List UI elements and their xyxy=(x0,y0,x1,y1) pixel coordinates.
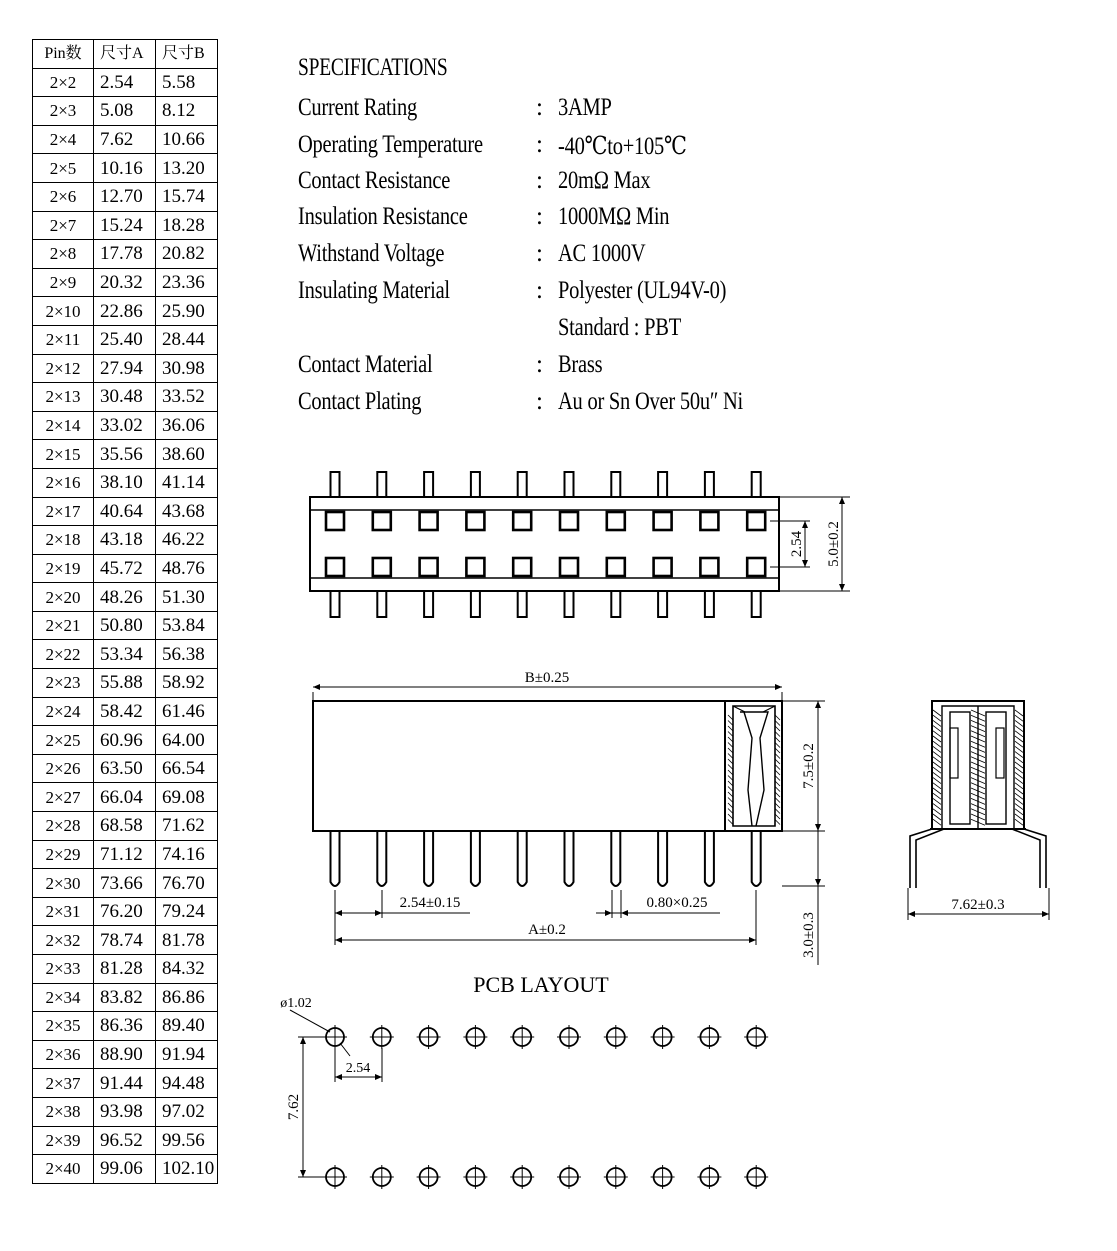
hatch-line xyxy=(1015,762,1023,768)
side-view-pin xyxy=(611,831,620,886)
side-view-contact-spring xyxy=(740,712,768,826)
hatch-line xyxy=(933,741,941,747)
end-view xyxy=(908,701,1049,920)
dim-pitch-label: 2.54 xyxy=(789,530,805,558)
dim-b-cell: 28.44 xyxy=(156,325,218,354)
contact-cavity xyxy=(420,512,438,530)
contact-cavity xyxy=(513,512,531,530)
pin-count-cell: 2×25 xyxy=(33,726,94,755)
dim-b-cell: 74.16 xyxy=(156,840,218,869)
hatch-line xyxy=(1015,798,1023,804)
dim-b-cell: 69.08 xyxy=(156,783,218,812)
dim-a-cell: 83.82 xyxy=(94,983,156,1012)
contact-cavity xyxy=(560,512,578,530)
pin-count-cell: 2×33 xyxy=(33,955,94,984)
top-view-pin-tail xyxy=(611,472,620,497)
top-view-pin-tail xyxy=(705,472,714,497)
dim-pitch-label: 2.54±0.15 xyxy=(399,895,461,911)
spec-value: 1000MΩ Min xyxy=(558,203,670,230)
hatch-line xyxy=(1015,788,1023,794)
dim-a-cell: 81.28 xyxy=(94,955,156,984)
dimension-arrow xyxy=(375,910,382,916)
hatch-line xyxy=(1015,793,1023,799)
dim-a-cell: 63.50 xyxy=(94,754,156,783)
dim-a-cell: 60.96 xyxy=(94,726,156,755)
top-view-pin-tail xyxy=(658,472,667,497)
dim-a-cell: 33.02 xyxy=(94,411,156,440)
end-view-spring xyxy=(950,728,958,778)
hatch-line xyxy=(933,731,941,737)
spec-value: -40℃to+105℃ xyxy=(558,133,687,160)
dim-a-cell: 73.66 xyxy=(94,869,156,898)
dim-a-cell: 27.94 xyxy=(94,354,156,383)
contact-cavity xyxy=(326,512,344,530)
hatch-line xyxy=(1015,741,1023,747)
dim-a-cell: 76.20 xyxy=(94,897,156,926)
hatch-line xyxy=(1015,715,1023,721)
contact-cavity xyxy=(466,558,484,576)
top-view-pin-tail xyxy=(518,472,527,497)
dimension-arrow xyxy=(313,684,320,690)
top-view-pin-tail xyxy=(424,472,433,497)
side-view-cutaway xyxy=(733,706,775,826)
dim-a-cell: 5.08 xyxy=(94,97,156,126)
dim-b-cell: 61.46 xyxy=(156,697,218,726)
pin-count-cell: 2×5 xyxy=(33,154,94,183)
dim-b-cell: 64.00 xyxy=(156,726,218,755)
contact-cavity xyxy=(700,558,718,576)
top-view-pin-tail xyxy=(565,472,574,497)
hatch-line xyxy=(1015,767,1023,773)
dim-b-cell: 36.06 xyxy=(156,411,218,440)
pin-count-cell: 2×3 xyxy=(33,97,94,126)
top-view-pin-tail xyxy=(658,591,667,617)
side-view-pin xyxy=(658,831,667,886)
pin-count-cell: 2×22 xyxy=(33,640,94,669)
pin-count-cell: 2×31 xyxy=(33,897,94,926)
dim-b-cell: 10.66 xyxy=(156,125,218,154)
dim-a-cell: 55.88 xyxy=(94,669,156,698)
spec-colon: : xyxy=(536,94,543,121)
dim-b-cell: 18.28 xyxy=(156,211,218,240)
dim-a-cell: 38.10 xyxy=(94,468,156,497)
side-view-housing xyxy=(313,701,782,831)
dimension-arrow xyxy=(815,701,821,708)
hatch-line xyxy=(933,788,941,794)
dimension-arrow xyxy=(621,910,628,916)
dim-b-cell: 91.94 xyxy=(156,1040,218,1069)
hatch-line xyxy=(1015,757,1023,763)
dim-a-cell: 58.42 xyxy=(94,697,156,726)
pin-count-cell: 2×34 xyxy=(33,983,94,1012)
dim-b-cell: 38.60 xyxy=(156,440,218,469)
pin-count-cell: 2×40 xyxy=(33,1155,94,1184)
side-view-pin xyxy=(424,831,433,886)
dimension-arrow xyxy=(300,1037,306,1044)
pin-count-cell: 2×35 xyxy=(33,1012,94,1041)
side-view-pin xyxy=(331,831,340,886)
pin-count-cell: 2×30 xyxy=(33,869,94,898)
dim-a-cell: 10.16 xyxy=(94,154,156,183)
contact-cavity xyxy=(513,558,531,576)
contact-cavity xyxy=(560,558,578,576)
hatch-line xyxy=(1015,804,1023,810)
dim-b-cell: 23.36 xyxy=(156,268,218,297)
side-view-pin xyxy=(565,831,574,886)
dim-a-cell: 96.52 xyxy=(94,1126,156,1155)
dim-b-cell: 30.98 xyxy=(156,354,218,383)
pin-count-cell: 2×10 xyxy=(33,297,94,326)
header-pin-count: Pin数 xyxy=(33,40,94,69)
dim-b-cell: 102.10 xyxy=(156,1155,218,1184)
pin-count-cell: 2×23 xyxy=(33,669,94,698)
hatch-line xyxy=(933,819,941,825)
dimension-arrow xyxy=(802,560,808,567)
end-view-contact xyxy=(950,712,970,824)
contact-cavity xyxy=(747,512,765,530)
pin-count-cell: 2×8 xyxy=(33,240,94,269)
pin-count-cell: 2×12 xyxy=(33,354,94,383)
spec-label: Contact Material xyxy=(298,351,433,378)
end-view-pin-left xyxy=(910,829,944,888)
dimension-arrow xyxy=(815,824,821,831)
dim-a-cell: 17.78 xyxy=(94,240,156,269)
contact-cavity xyxy=(607,558,625,576)
top-view-pin-tail xyxy=(377,591,386,617)
dim-hole-label: ø1.02 xyxy=(280,996,312,1011)
top-view-pin-tail xyxy=(705,591,714,617)
dim-b-cell: 46.22 xyxy=(156,526,218,555)
pin-count-cell: 2×28 xyxy=(33,812,94,841)
dim-b-cell: 66.54 xyxy=(156,754,218,783)
contact-cavity xyxy=(373,512,391,530)
spec-label: Contact Resistance xyxy=(298,167,451,194)
spec-colon: : xyxy=(536,277,543,304)
hatch-line xyxy=(1015,814,1023,820)
dim-a-cell: 45.72 xyxy=(94,554,156,583)
top-view-pin-tail xyxy=(752,591,761,617)
dim-b-cell: 89.40 xyxy=(156,1012,218,1041)
dim-b-cell: 41.14 xyxy=(156,468,218,497)
hatch-line xyxy=(1015,726,1023,732)
spec-value: Polyester (UL94V-0) xyxy=(558,277,727,304)
hatch-line xyxy=(933,778,941,784)
pin-count-cell: 2×21 xyxy=(33,611,94,640)
pin-count-cell: 2×13 xyxy=(33,383,94,412)
side-view-pin xyxy=(518,831,527,886)
spec-label: Insulating Material xyxy=(298,277,450,304)
hatch-line xyxy=(1015,772,1023,778)
pin-count-cell: 2×19 xyxy=(33,554,94,583)
hatch-line xyxy=(1015,746,1023,752)
dim-b-cell: 79.24 xyxy=(156,897,218,926)
hatch-line xyxy=(1015,778,1023,784)
pin-count-cell: 2×9 xyxy=(33,268,94,297)
pin-count-cell: 2×24 xyxy=(33,697,94,726)
dim-b-cell: 94.48 xyxy=(156,1069,218,1098)
leader-line xyxy=(290,1010,330,1032)
pin-count-cell: 2×18 xyxy=(33,526,94,555)
spec-label: Contact Plating xyxy=(298,388,422,415)
hatch-line xyxy=(933,720,941,726)
dim-a-cell: 93.98 xyxy=(94,1097,156,1126)
dim-tail-label: 3.0±0.3 xyxy=(801,912,817,958)
dimension-arrow xyxy=(335,937,342,943)
contact-cavity xyxy=(747,558,765,576)
hatch-line xyxy=(933,757,941,763)
hatch-line xyxy=(933,814,941,820)
header-dim-a: 尺寸A xyxy=(94,40,156,69)
dim-height-label: 7.5±0.2 xyxy=(801,743,817,789)
dim-width-label: 7.62±0.3 xyxy=(951,897,1005,913)
dim-b-cell: 20.82 xyxy=(156,240,218,269)
pin-count-cell: 2×26 xyxy=(33,754,94,783)
dim-b-cell: 71.62 xyxy=(156,812,218,841)
top-view-pin-tail xyxy=(471,472,480,497)
dimension-arrow xyxy=(839,497,845,504)
side-view-pin xyxy=(471,831,480,886)
dim-b-cell: 25.90 xyxy=(156,297,218,326)
spec-value: Brass xyxy=(558,351,603,378)
hatch-line xyxy=(1015,783,1023,789)
dim-a-cell: 12.70 xyxy=(94,182,156,211)
pcb-layout-title: PCB LAYOUT xyxy=(473,972,609,997)
dim-a-cell: 35.56 xyxy=(94,440,156,469)
hatch-line xyxy=(933,783,941,789)
spec-value: 3AMP xyxy=(558,94,612,121)
top-view-pin-tail xyxy=(752,472,761,497)
spec-label: Insulation Resistance xyxy=(298,203,468,230)
dim-b-cell: 97.02 xyxy=(156,1097,218,1126)
contact-cavity xyxy=(373,558,391,576)
top-view-pin-tail xyxy=(331,472,340,497)
top-view-pin-tail xyxy=(377,472,386,497)
dim-row-label: 7.62 xyxy=(286,1093,302,1121)
dimension-arrow xyxy=(1042,911,1049,917)
dimension-arrow xyxy=(605,910,612,916)
dimension-arrow xyxy=(749,937,756,943)
top-view-pin-tail xyxy=(471,591,480,617)
hatch-line xyxy=(933,762,941,768)
hatch-line xyxy=(933,715,941,721)
top-view xyxy=(310,472,850,617)
dim-a-cell: 50.80 xyxy=(94,611,156,640)
dim-b-cell: 33.52 xyxy=(156,383,218,412)
side-view-pin xyxy=(377,831,386,886)
dim-b-cell: 58.92 xyxy=(156,669,218,698)
contact-cavity xyxy=(420,558,438,576)
spec-colon: : xyxy=(536,388,543,415)
top-view-pin-tail xyxy=(424,591,433,617)
pin-count-cell: 2×7 xyxy=(33,211,94,240)
dim-b-cell: 13.20 xyxy=(156,154,218,183)
dim-height-label: 5.0±0.2 xyxy=(826,521,842,567)
contact-cavity xyxy=(326,558,344,576)
dim-b-cell: 84.32 xyxy=(156,955,218,984)
hatch-line xyxy=(1015,710,1023,716)
spec-colon: : xyxy=(536,167,543,194)
spec-colon: : xyxy=(536,203,543,230)
end-view-spring xyxy=(996,728,1004,778)
pin-count-cell: 2×32 xyxy=(33,926,94,955)
dim-b-cell: 51.30 xyxy=(156,583,218,612)
hatch-line xyxy=(933,767,941,773)
pin-count-cell: 2×39 xyxy=(33,1126,94,1155)
dim-b-cell: 5.58 xyxy=(156,68,218,97)
dim-a-cell: 86.36 xyxy=(94,1012,156,1041)
dim-a-cell: 91.44 xyxy=(94,1069,156,1098)
dimension-arrow xyxy=(839,584,845,591)
contact-cavity xyxy=(700,512,718,530)
dim-a-cell: 25.40 xyxy=(94,325,156,354)
dim-b-label: B±0.25 xyxy=(524,670,570,686)
dimension-arrow xyxy=(815,879,821,886)
dim-a-cell: 71.12 xyxy=(94,840,156,869)
dimension-arrow xyxy=(335,910,342,916)
side-view-pin xyxy=(752,831,761,886)
hatch-line xyxy=(1015,809,1023,815)
pin-count-cell: 2×6 xyxy=(33,182,94,211)
spec-value-secondary: Standard : PBT xyxy=(558,314,681,341)
spec-label: Withstand Voltage xyxy=(298,240,445,267)
hatch-line xyxy=(933,752,941,758)
dim-a-cell: 20.32 xyxy=(94,268,156,297)
pin-count-cell: 2×38 xyxy=(33,1097,94,1126)
dim-b-cell: 53.84 xyxy=(156,611,218,640)
pin-count-cell: 2×36 xyxy=(33,1040,94,1069)
top-view-pin-tail xyxy=(518,591,527,617)
dim-a-cell: 7.62 xyxy=(94,125,156,154)
hatch-line xyxy=(933,710,941,716)
pin-count-cell: 2×16 xyxy=(33,468,94,497)
contact-cavity xyxy=(607,512,625,530)
dim-b-cell: 99.56 xyxy=(156,1126,218,1155)
top-view-pin-tail xyxy=(611,591,620,617)
dim-b-cell: 48.76 xyxy=(156,554,218,583)
leader-line xyxy=(340,1043,350,1056)
pin-count-cell: 2×27 xyxy=(33,783,94,812)
pin-count-cell: 2×37 xyxy=(33,1069,94,1098)
side-view-contact-lead xyxy=(733,706,775,712)
dim-a-cell: 68.58 xyxy=(94,812,156,841)
hatch-line xyxy=(1015,720,1023,726)
dimension-arrow xyxy=(300,1170,306,1177)
hatch-line xyxy=(933,736,941,742)
contact-cavity xyxy=(654,558,672,576)
dimension-arrow xyxy=(335,1074,342,1080)
hatch-line xyxy=(1015,736,1023,742)
dim-b-cell: 81.78 xyxy=(156,926,218,955)
pin-count-cell: 2×14 xyxy=(33,411,94,440)
contact-cavity xyxy=(654,512,672,530)
pin-count-cell: 2×11 xyxy=(33,325,94,354)
dim-a-cell: 15.24 xyxy=(94,211,156,240)
hatch-line xyxy=(933,804,941,810)
top-view-pin-tail xyxy=(565,591,574,617)
dim-b-cell: 8.12 xyxy=(156,97,218,126)
spec-value: 20mΩ Max xyxy=(558,167,651,194)
pcb-layout xyxy=(280,972,768,1189)
spec-value: AC 1000V xyxy=(558,240,646,267)
dimension-arrow xyxy=(908,911,915,917)
dim-a-cell: 78.74 xyxy=(94,926,156,955)
pin-count-cell: 2×20 xyxy=(33,583,94,612)
dim-a-cell: 48.26 xyxy=(94,583,156,612)
dim-pin-label: 0.80×0.25 xyxy=(646,895,708,911)
pin-count-cell: 2×17 xyxy=(33,497,94,526)
dimension-arrow xyxy=(802,521,808,528)
side-view-pin xyxy=(705,831,714,886)
dim-b-cell: 76.70 xyxy=(156,869,218,898)
spec-colon: : xyxy=(536,131,543,158)
hatch-line xyxy=(933,746,941,752)
spec-label: Current Rating xyxy=(298,94,417,121)
specifications-title: SPECIFICATIONS xyxy=(298,54,448,81)
spec-colon: : xyxy=(536,240,543,267)
pin-count-cell: 2×2 xyxy=(33,68,94,97)
dim-b-cell: 86.86 xyxy=(156,983,218,1012)
dim-a-cell: 88.90 xyxy=(94,1040,156,1069)
pin-count-cell: 2×15 xyxy=(33,440,94,469)
dim-pitch-label: 2.54 xyxy=(345,1061,371,1076)
dim-a-cell: 22.86 xyxy=(94,297,156,326)
dim-a-cell: 40.64 xyxy=(94,497,156,526)
dim-b-cell: 56.38 xyxy=(156,640,218,669)
dim-a-cell: 43.18 xyxy=(94,526,156,555)
contact-cavity xyxy=(466,512,484,530)
dimension-arrow xyxy=(775,684,782,690)
hatch-line xyxy=(1015,731,1023,737)
dim-a-cell: 99.06 xyxy=(94,1155,156,1184)
dim-a-cell: 53.34 xyxy=(94,640,156,669)
hatch-line xyxy=(933,793,941,799)
side-view xyxy=(313,670,825,965)
hatch-line xyxy=(933,798,941,804)
pin-count-cell: 2×29 xyxy=(33,840,94,869)
dim-a-cell: 2.54 xyxy=(94,68,156,97)
dim-b-cell: 15.74 xyxy=(156,182,218,211)
dimension-arrow xyxy=(375,1074,382,1080)
pin-count-cell: 2×4 xyxy=(33,125,94,154)
dim-a-label: A±0.2 xyxy=(528,922,566,938)
spec-label: Operating Temperature xyxy=(298,131,483,158)
hatch-line xyxy=(933,772,941,778)
dim-a-cell: 66.04 xyxy=(94,783,156,812)
top-view-pin-tail xyxy=(331,591,340,617)
hatch-line xyxy=(933,726,941,732)
hatch-line xyxy=(1015,752,1023,758)
hatch-line xyxy=(1015,819,1023,825)
dim-b-cell: 43.68 xyxy=(156,497,218,526)
header-dim-b: 尺寸B xyxy=(156,40,218,69)
end-view-pin-right xyxy=(1012,829,1046,888)
spec-colon: : xyxy=(536,351,543,378)
hatch-line xyxy=(933,809,941,815)
spec-value: Au or Sn Over 50u″ Ni xyxy=(558,388,744,415)
dim-a-cell: 30.48 xyxy=(94,383,156,412)
